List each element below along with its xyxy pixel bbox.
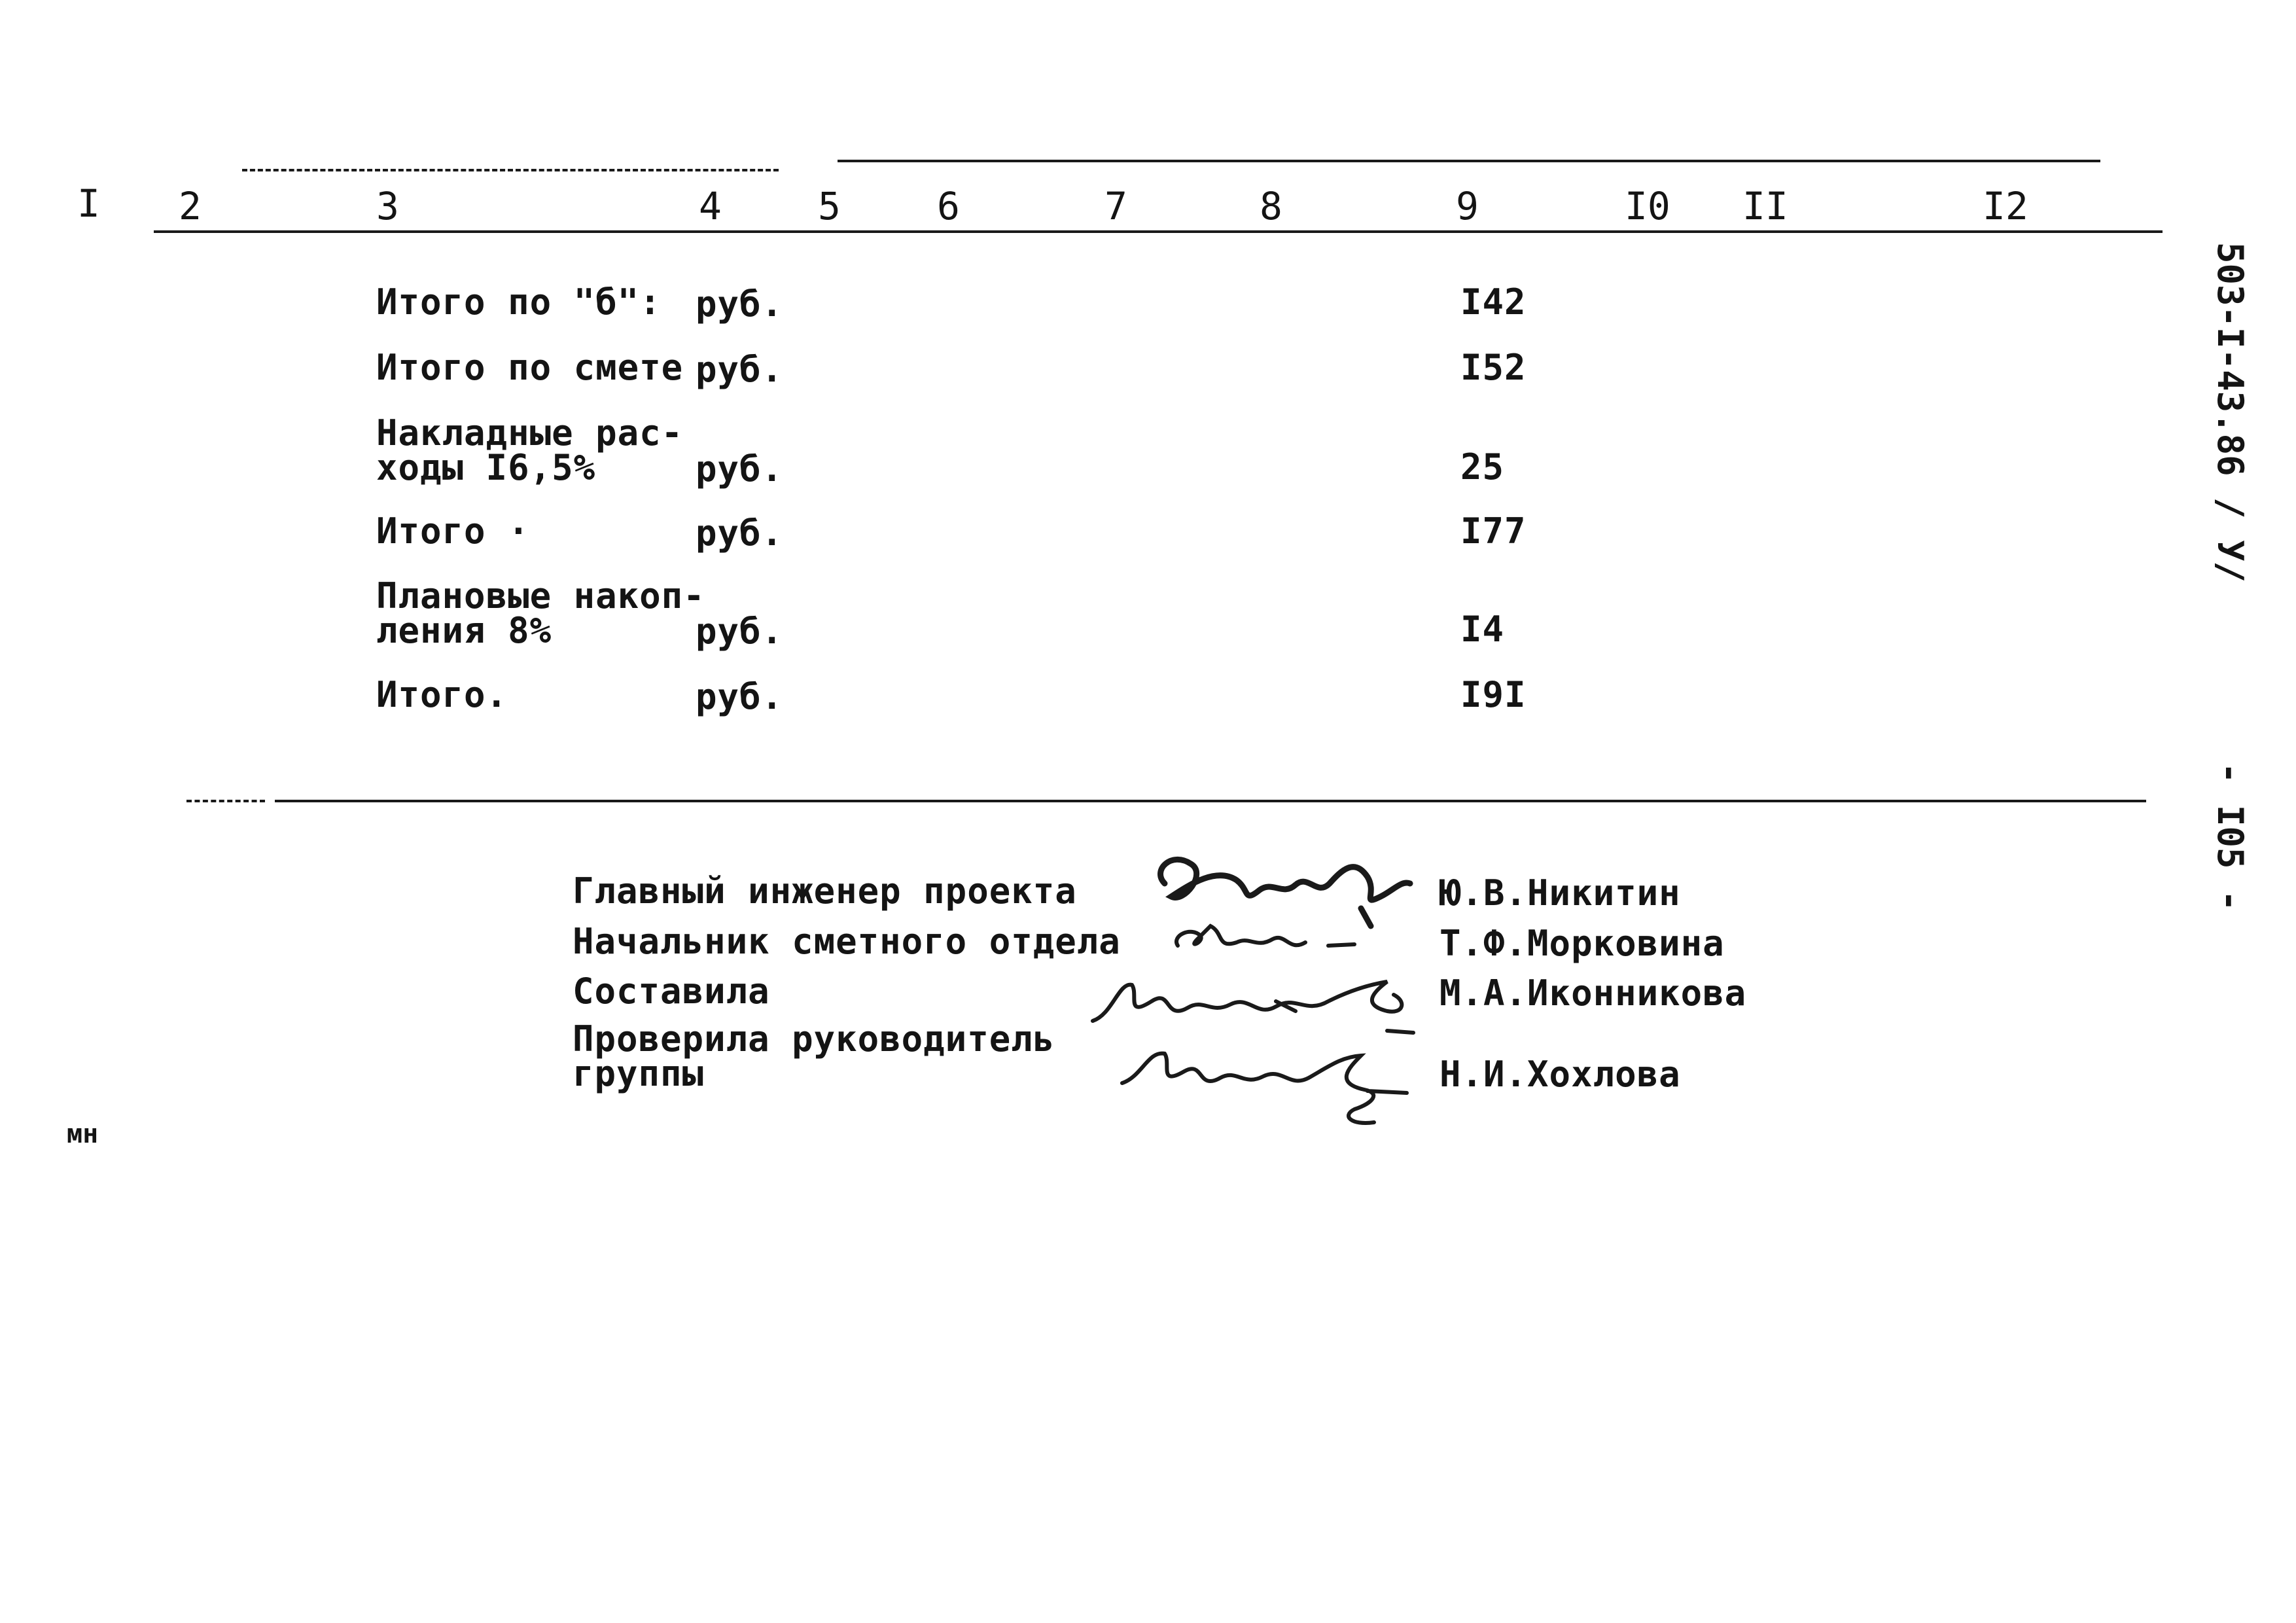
signature-name: Т.Ф.Морковина — [1439, 923, 1725, 964]
header-underline — [154, 230, 2163, 233]
column-header: 6 — [937, 184, 960, 228]
top-dashed-rule — [242, 169, 779, 171]
column-header: 2 — [179, 184, 202, 228]
signature-name: Н.И.Хохлова — [1439, 1054, 1681, 1095]
row-value: I77 — [1460, 510, 1527, 552]
signature-role: Проверила руководитель группы — [573, 1018, 1055, 1094]
document-code: 503-I-43.86 / У/ — [2210, 242, 2251, 583]
row-unit: руб. — [696, 512, 784, 554]
top-rule — [838, 160, 2100, 162]
column-header: 8 — [1260, 184, 1282, 228]
row-value: 25 — [1460, 446, 1505, 488]
signature-role: Составила — [573, 971, 770, 1012]
footer-mark: мн — [67, 1119, 99, 1149]
row-label: Итого. — [376, 674, 508, 715]
row-value: I42 — [1460, 281, 1527, 323]
column-header: I0 — [1625, 184, 1670, 228]
bottom-rule — [275, 800, 2146, 802]
column-header: II — [1742, 184, 1788, 228]
row-label: Плановые накоп- ления 8% — [376, 575, 705, 651]
signature-role: Начальник сметного отдела — [573, 921, 1121, 962]
column-header: 3 — [376, 184, 399, 228]
handwritten-signature-4 — [1106, 1031, 1420, 1129]
row-value: I52 — [1460, 347, 1527, 388]
column-header: 7 — [1104, 184, 1127, 228]
row-unit: руб. — [696, 349, 784, 390]
page-number: - I05 - — [2210, 762, 2251, 912]
column-header: 5 — [818, 184, 841, 228]
column-header: I — [77, 181, 100, 226]
column-header: I2 — [1983, 184, 2028, 228]
row-unit: руб. — [696, 676, 784, 717]
row-label: Итого по "б": — [376, 281, 662, 323]
row-unit: руб. — [696, 283, 784, 325]
row-value: I4 — [1460, 609, 1505, 650]
signature-role: Главный инженер проекта — [573, 870, 1077, 912]
row-unit: руб. — [696, 611, 784, 652]
row-label: Итого · — [376, 510, 530, 552]
bottom-dashed-rule — [186, 800, 265, 802]
signature-name: Ю.В.Никитин — [1439, 872, 1681, 914]
column-header: 4 — [699, 184, 722, 228]
column-header: 9 — [1456, 184, 1479, 228]
signature-name: М.А.Иконникова — [1439, 972, 1747, 1014]
row-label: Итого по смете — [376, 347, 684, 388]
row-value: I9I — [1460, 674, 1527, 715]
row-label: Накладные рас- ходы I6,5% — [376, 412, 684, 488]
row-unit: руб. — [696, 448, 784, 490]
